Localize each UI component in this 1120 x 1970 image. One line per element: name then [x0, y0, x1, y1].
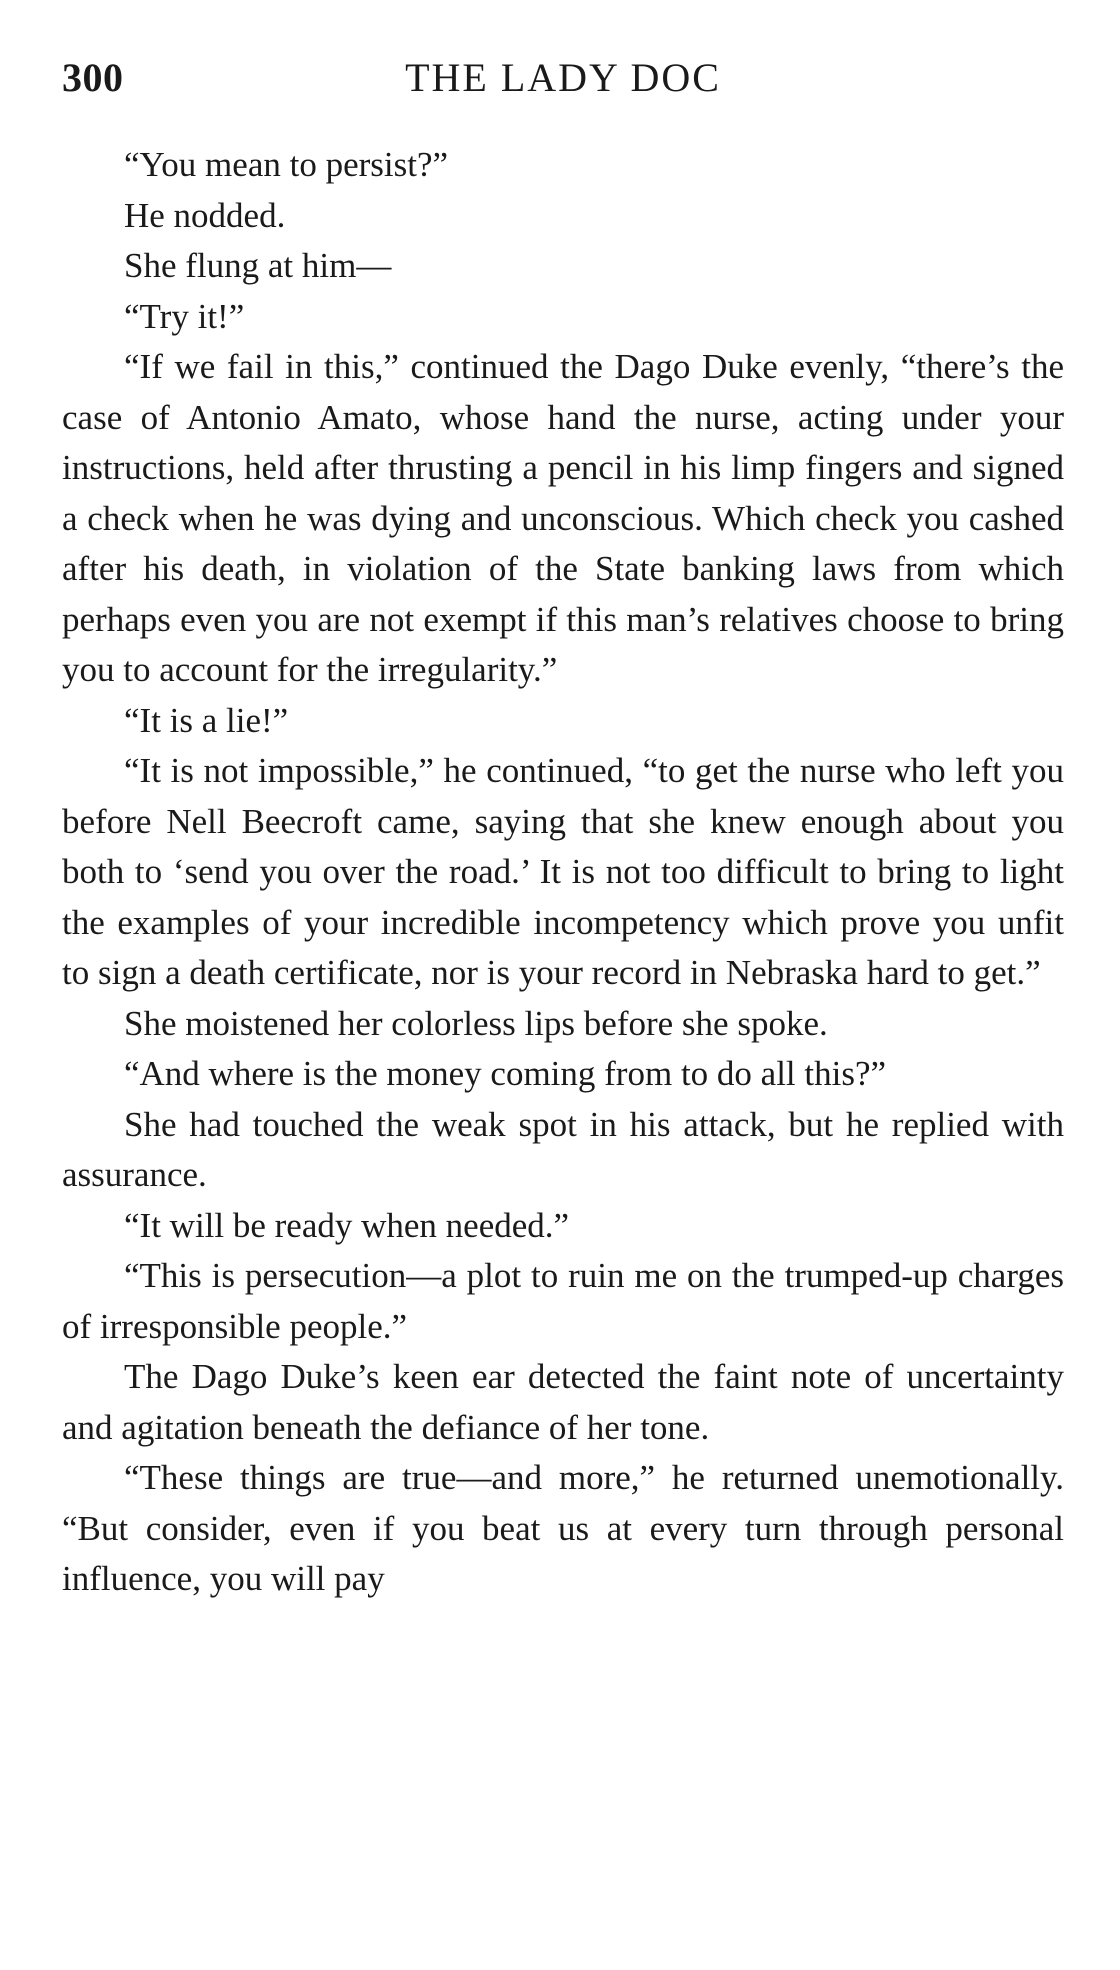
- paragraph: “You mean to persist?”: [124, 145, 449, 184]
- paragraph: “These things are true—and more,” he returned unemotionally. “But consider, even if you beat us at every turn through personal influence, you will pay: [62, 1458, 1064, 1598]
- page-number: 300: [62, 55, 124, 100]
- paragraph: She moistened her colorless lips before she spoke.: [124, 1003, 828, 1043]
- paragraph: He nodded.: [124, 195, 286, 235]
- paragraph: She flung at him—: [124, 246, 392, 285]
- paragraph: “It will be ready when needed.”: [124, 1205, 570, 1245]
- paragraph: “This is persecution—a plot to ruin me on the trumped-up charges of irresponsible people.”: [62, 1256, 1064, 1346]
- paragraph: “And where is the money coming from to do all this?”: [124, 1054, 887, 1093]
- body-text: [62, 140, 1064, 1605]
- paragraph: “If we fail in this,” continued the Dago Duke evenly, “there’s the case of Antonio Amato, whose hand the nurse, acting under your instructions, held after thrusting a pencil in his limp fingers and signed a check when he was dying and unconscious. Which check you cashed after his death, in violation of the State banking laws from which perhaps even you are not exempt if this man’s relatives choose to bring you to account for the irregularity.”: [62, 347, 1064, 689]
- paragraph: “It is a lie!”: [124, 700, 289, 740]
- page-header: [62, 40, 1064, 130]
- paragraph: “It is not impossible,” he continued, “to get the nurse who left you before Nell Beecroft came, saying that she knew enough about you both to ‘send you over the road.’ It is not too difficult to bring to light the examples of your incredible incompetency which prove you unfit to sign a death certificate, nor is your record in Nebraska hard to get.”: [62, 751, 1064, 992]
- paragraph: She had touched the weak spot in his attack, but he replied with assurance.: [62, 1104, 1064, 1194]
- paragraph: The Dago Duke’s keen ear detected the faint note of uncertainty and agitation beneath the defiance of her tone.: [62, 1357, 1064, 1447]
- paragraph: “Try it!”: [124, 296, 245, 336]
- running-title: THE LADY DOC: [405, 55, 721, 100]
- book-page: [62, 40, 1064, 1605]
